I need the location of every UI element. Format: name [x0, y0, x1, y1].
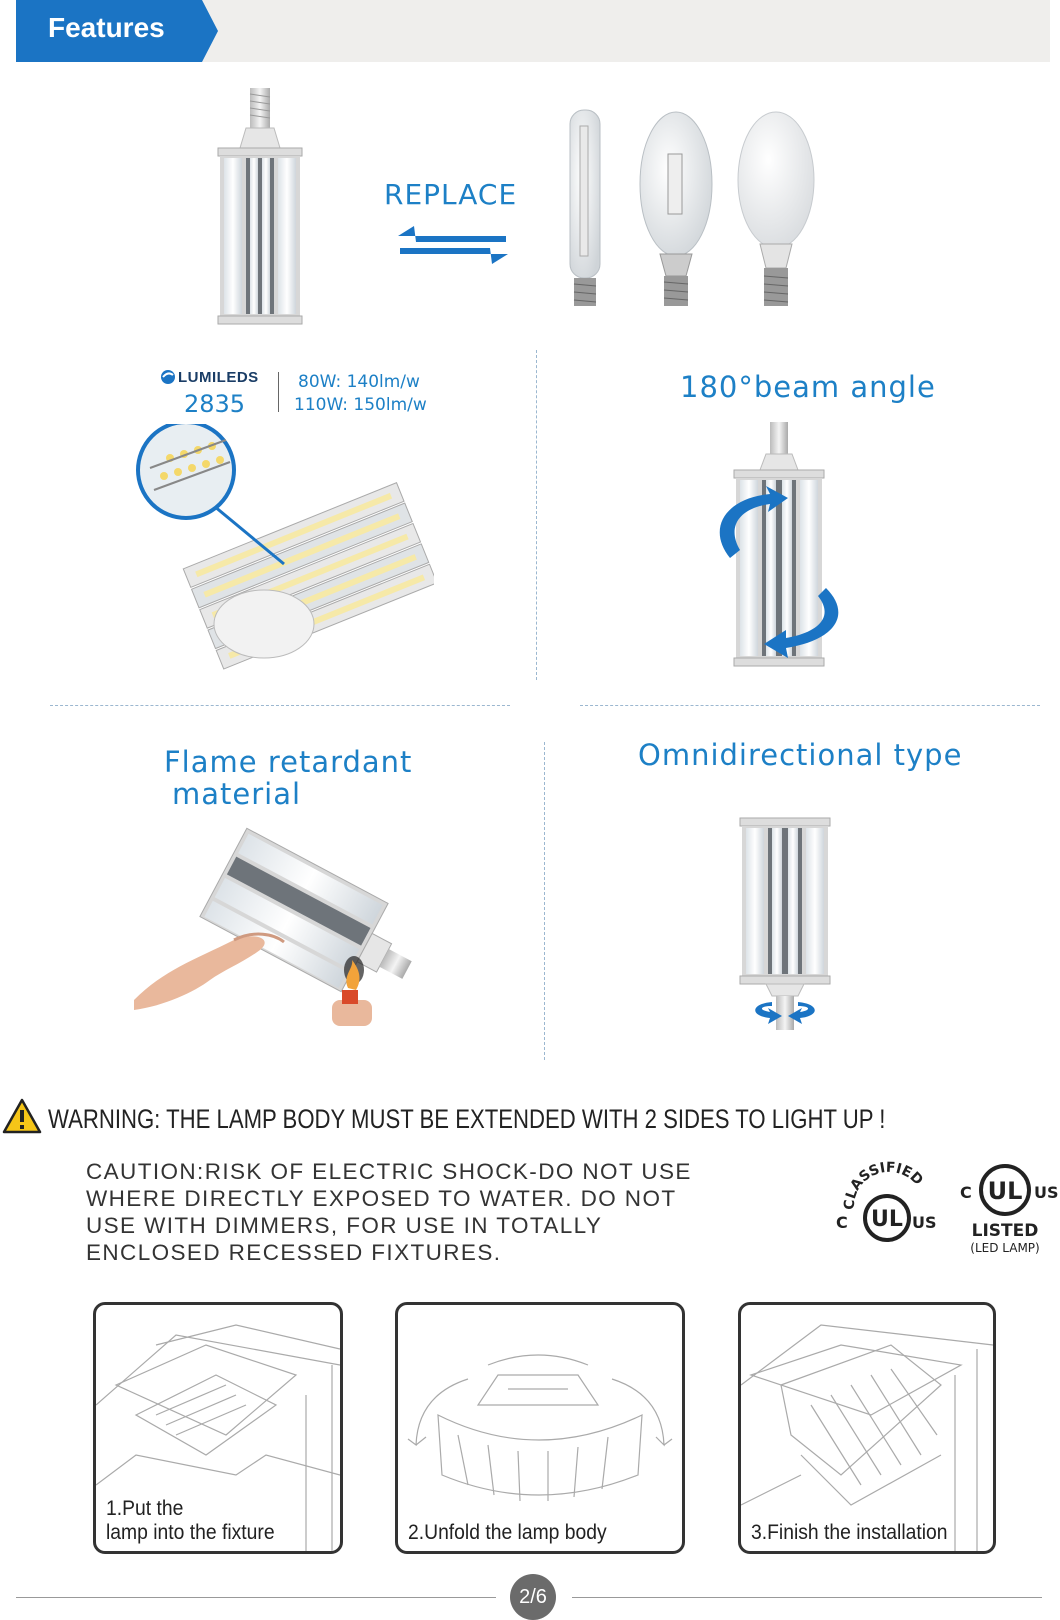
divider-horizontal-left: [50, 705, 510, 706]
omni-title: Omnidirectional type: [638, 738, 963, 772]
flame-title-line1: Flame retardant: [164, 745, 413, 779]
listed-label: LISTED: [971, 1221, 1039, 1241]
step-1-label: 1.Put the lamp into the fixture: [106, 1497, 275, 1544]
step-2-card: [395, 1302, 685, 1554]
beam-angle-lamp-image: [706, 418, 856, 678]
svg-text:CLASSIFIED: [842, 1160, 926, 1210]
listed-note: (LED LAMP): [970, 1241, 1040, 1255]
warning-icon: [2, 1098, 42, 1134]
step-3-label: 3.Finish the installation: [751, 1521, 948, 1544]
caution-line: USE WITH DIMMERS, FOR USE IN TOTALLY: [86, 1213, 603, 1238]
divider-horizontal-right: [580, 705, 1040, 706]
spec-110w: 110W: 150lm/w: [294, 395, 427, 415]
unfolded-lamp-image: [134, 424, 434, 684]
flame-test-image: [134, 820, 424, 1030]
replace-label: REPLACE: [384, 178, 518, 211]
footer-line-left: [16, 1597, 496, 1598]
spec-divider: [278, 372, 279, 412]
beam-angle-title: 180°beam angle: [680, 370, 936, 404]
caution-line: ENCLOSED RECESSED FIXTURES.: [86, 1240, 502, 1265]
footer-line-right: [572, 1597, 1042, 1598]
divider-vertical-upper: [536, 350, 537, 680]
step-2-label: 2.Unfold the lamp body: [408, 1521, 607, 1544]
omni-lamp-image: [730, 814, 840, 1034]
step-2-illustration: [398, 1305, 682, 1551]
classified-arc-text: CLASSIFIED: [841, 1160, 926, 1211]
ul-listed-logo: [956, 1160, 1060, 1260]
listed-ul-text: UL: [987, 1177, 1023, 1205]
page-number: 2/6: [510, 1574, 556, 1620]
step-3-illustration: [741, 1305, 993, 1551]
divider-vertical-lower: [544, 742, 545, 1060]
spec-80w: 80W: 140lm/w: [298, 372, 420, 392]
lumileds-model: 2835: [184, 390, 246, 418]
caution-text: [86, 1158, 746, 1266]
caution-line: WHERE DIRECTLY EXPOSED TO WATER. DO NOT: [86, 1186, 677, 1211]
lumileds-brand: LUMILEDS: [178, 369, 259, 386]
flame-title-line2: material: [172, 777, 302, 811]
warning-text: WARNING: THE LAMP BODY MUST BE EXTENDED WITH 2 SIDES TO LIGHT UP !: [48, 1104, 886, 1134]
lumileds-logo-icon: [160, 369, 176, 385]
page-title: Features: [48, 12, 165, 43]
step-1-card: [93, 1302, 343, 1554]
classified-c-text: C: [836, 1213, 848, 1232]
traditional-bulbs-image: [560, 104, 830, 320]
listed-us-text: US: [1034, 1183, 1059, 1202]
classified-us-text: US: [912, 1213, 937, 1232]
listed-c-text: C: [960, 1183, 972, 1202]
classified-ul-text: UL: [871, 1207, 903, 1232]
caution-line: CAUTION:RISK OF ELECTRIC SHOCK-DO NOT USE: [86, 1159, 692, 1184]
step-3-card: [738, 1302, 996, 1554]
ul-classified-logo: [832, 1160, 942, 1252]
led-corn-lamp-image: [210, 84, 310, 334]
replace-arrows-icon: [396, 222, 512, 268]
